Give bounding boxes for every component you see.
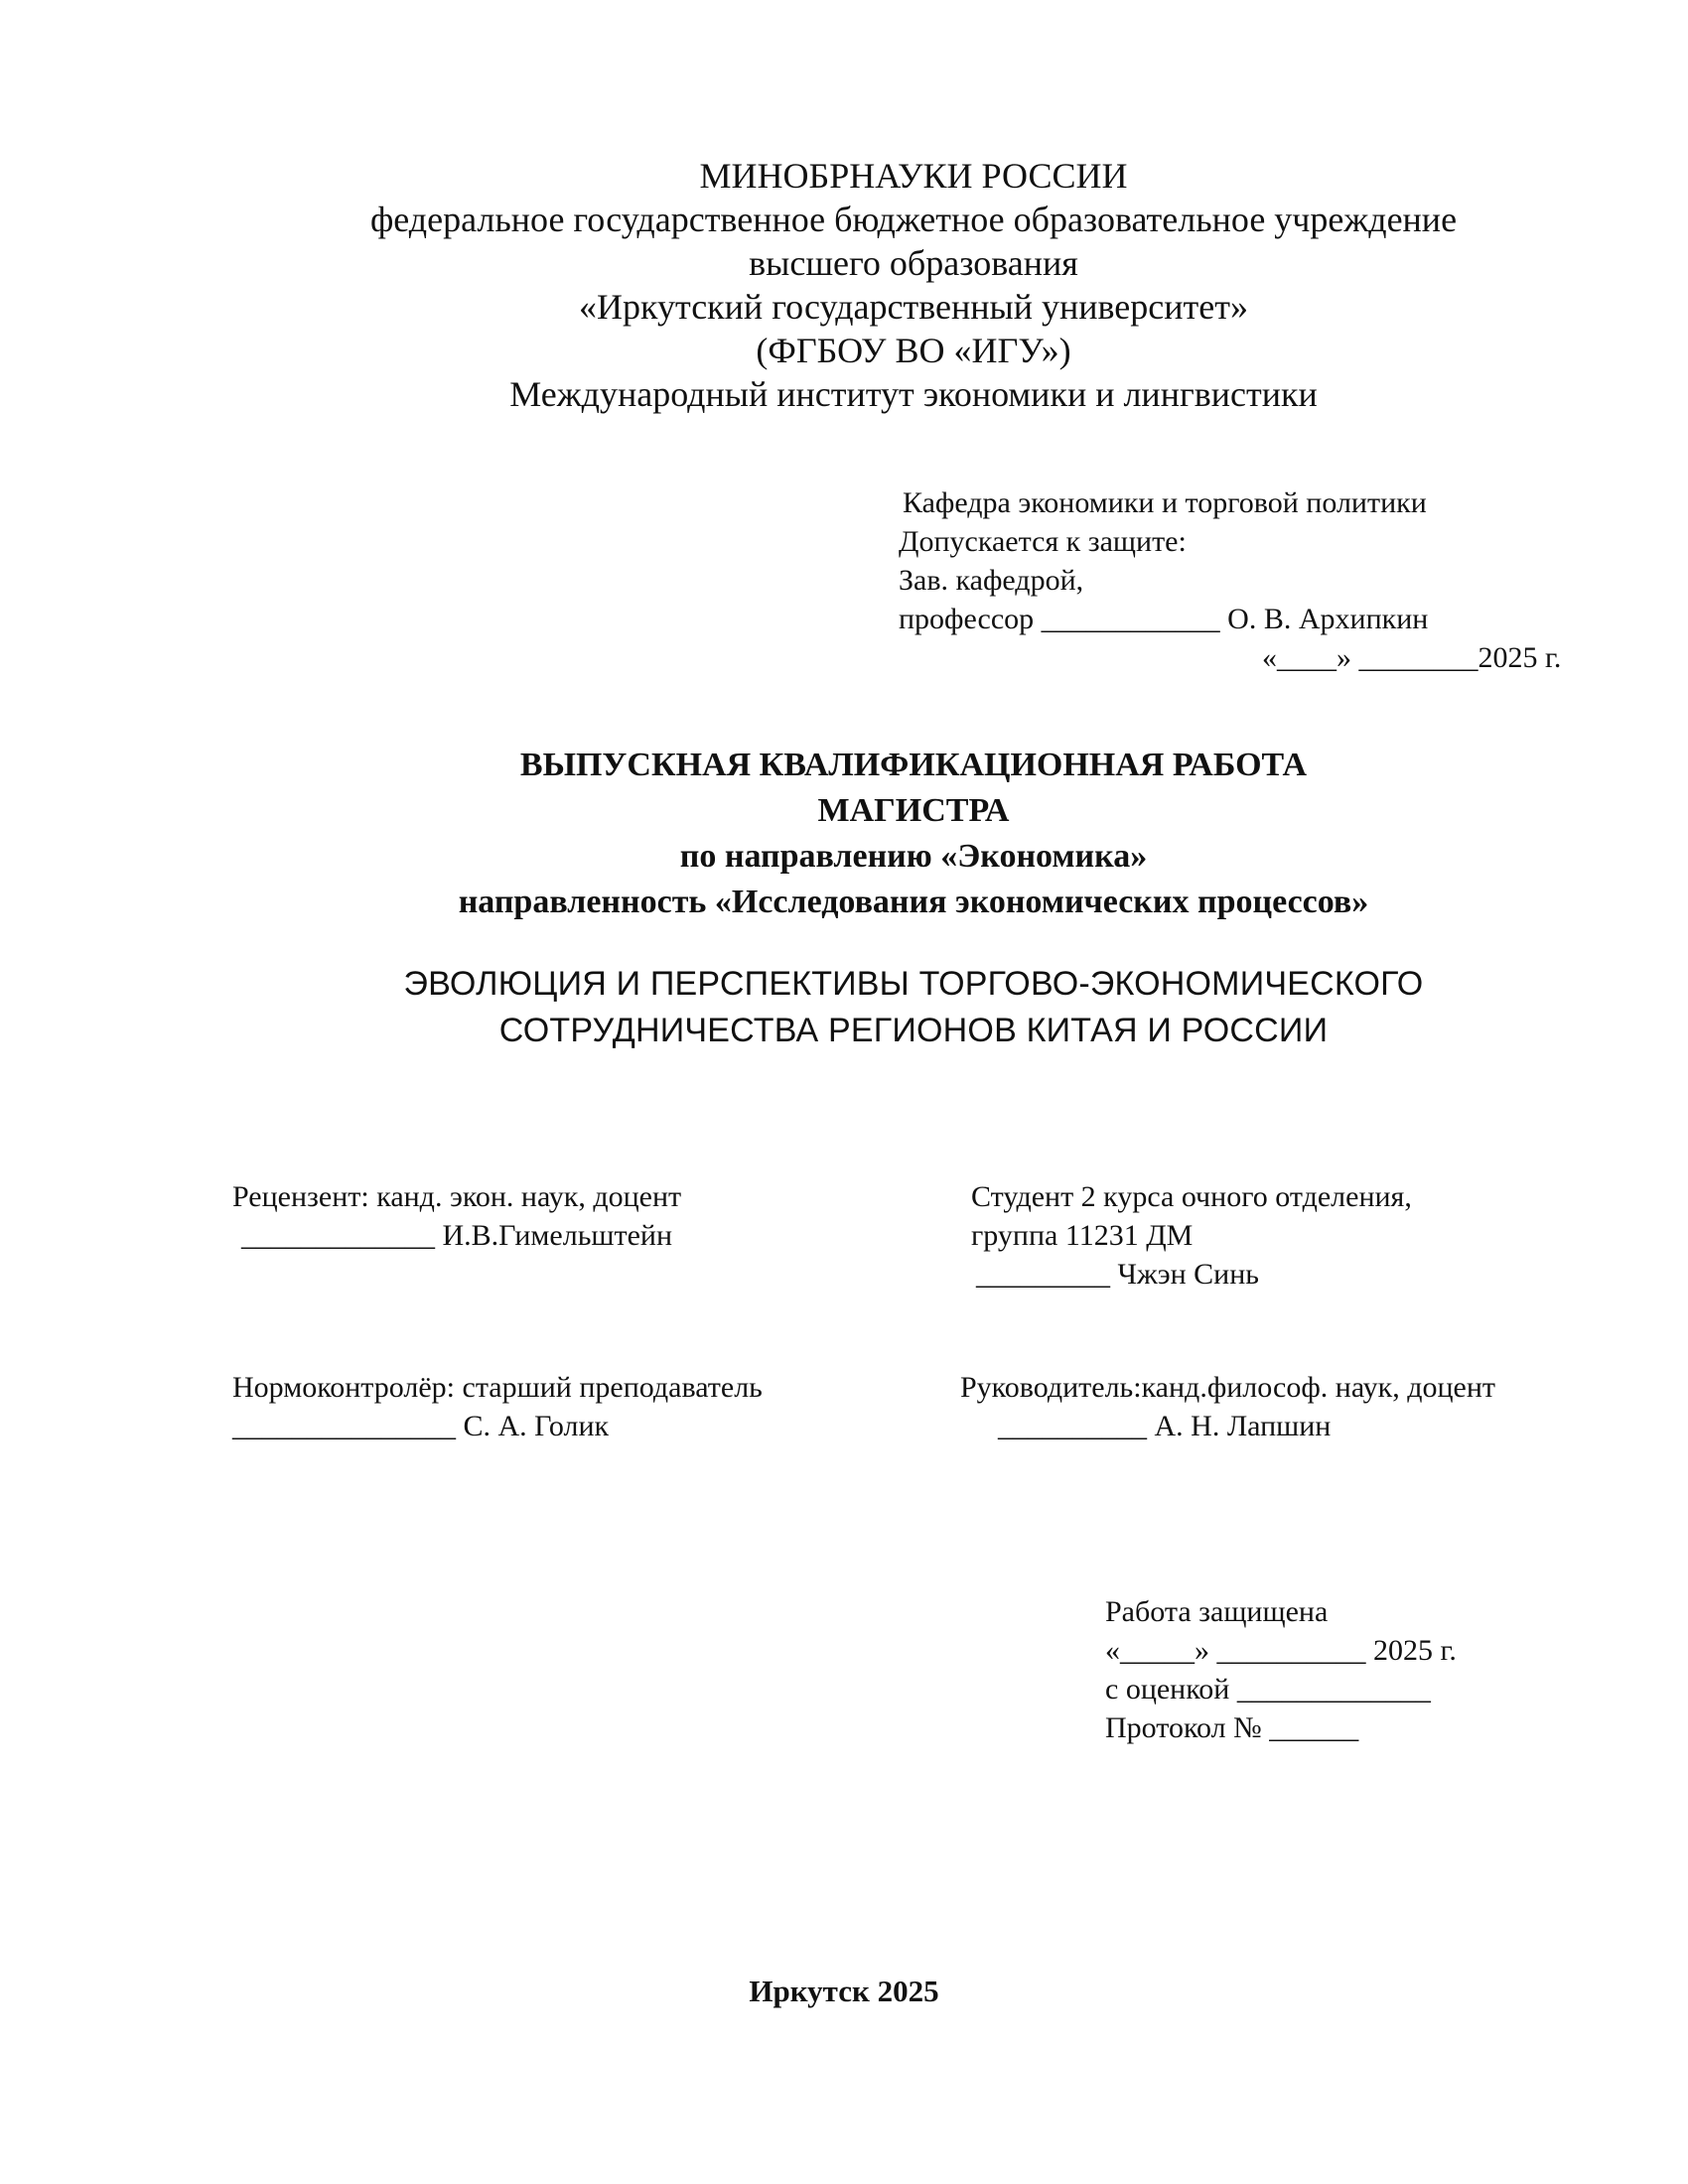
normcontrol-role: Нормоконтролёр: старший преподаватель [232,1371,763,1404]
work-type-line: ВЫПУСКНАЯ КВАЛИФИКАЦИОННАЯ РАБОТА [519,747,1308,783]
education-level-line: высшего образования [749,243,1078,283]
student-block [971,1177,1412,1294]
direction-line: по направлению «Экономика» [679,838,1148,875]
university-abbrev-line: (ФГБОУ ВО «ИГУ») [756,331,1071,370]
normcontrol-signature: _______________ С. А. Голик [232,1410,610,1442]
place-and-year: Иркутск 2025 [749,1974,939,2008]
work-title-block [228,743,1599,925]
institute-line: Международный институт экономики и лингвистики [509,374,1318,414]
admitted-line: Допускается к защите: [899,525,1187,558]
approval-block [899,483,1561,677]
reviewer-signature: _____________ И.В.Гимельштейн [241,1219,673,1252]
specialization-line: направленность «Исследования экономических процессов» [458,884,1369,920]
institution-header [228,154,1599,416]
defense-status: Работа защищена [1105,1595,1329,1628]
supervisor-role: Руководитель:канд.философ. наук, доцент [960,1371,1496,1404]
professor-signature-line: профессор ____________ О. В. Архипкин [899,603,1429,635]
student-role: Студент 2 курса очного отделения, [971,1180,1412,1213]
ministry-line: МИНОБРНАУКИ РОССИИ [699,156,1128,196]
defense-date: «_____» __________ 2025 г. [1105,1634,1457,1667]
student-signature: _________ Чжэн Синь [976,1258,1259,1291]
topic-line-1: ЭВОЛЮЦИЯ И ПЕРСПЕКТИВЫ ТОРГОВО-ЭКОНОМИЧЕСКОГО [403,965,1424,1003]
reviewer-role: Рецензент: канд. экон. наук, доцент [232,1180,682,1213]
degree-line: МАГИСТРА [817,792,1010,829]
topic-line-2: СОТРУДНИЧЕСТВА РЕГИОНОВ КИТАЯ И РОССИИ [498,1012,1329,1049]
defense-block [1105,1592,1457,1747]
defense-grade: с оценкой _____________ [1105,1673,1431,1706]
head-title-line: Зав. кафедрой, [899,564,1084,597]
supervisor-block [960,1368,1495,1445]
reviewer-block [232,1177,681,1255]
thesis-topic [228,961,1599,1054]
department-line: Кафедра экономики и торговой политики [903,486,1427,519]
institution-type-line: федеральное государственное бюджетное образовательное учреждение [369,200,1458,239]
student-group: группа 11231 ДМ [971,1219,1194,1252]
defense-protocol: Протокол № ______ [1105,1711,1359,1744]
normcontrol-block [232,1368,763,1445]
approval-date-line: «____» ________2025 г. [1262,641,1562,674]
supervisor-signature: __________ А. Н. Лапшин [998,1410,1332,1442]
university-name-line: «Иркутский государственный университет» [579,287,1248,327]
